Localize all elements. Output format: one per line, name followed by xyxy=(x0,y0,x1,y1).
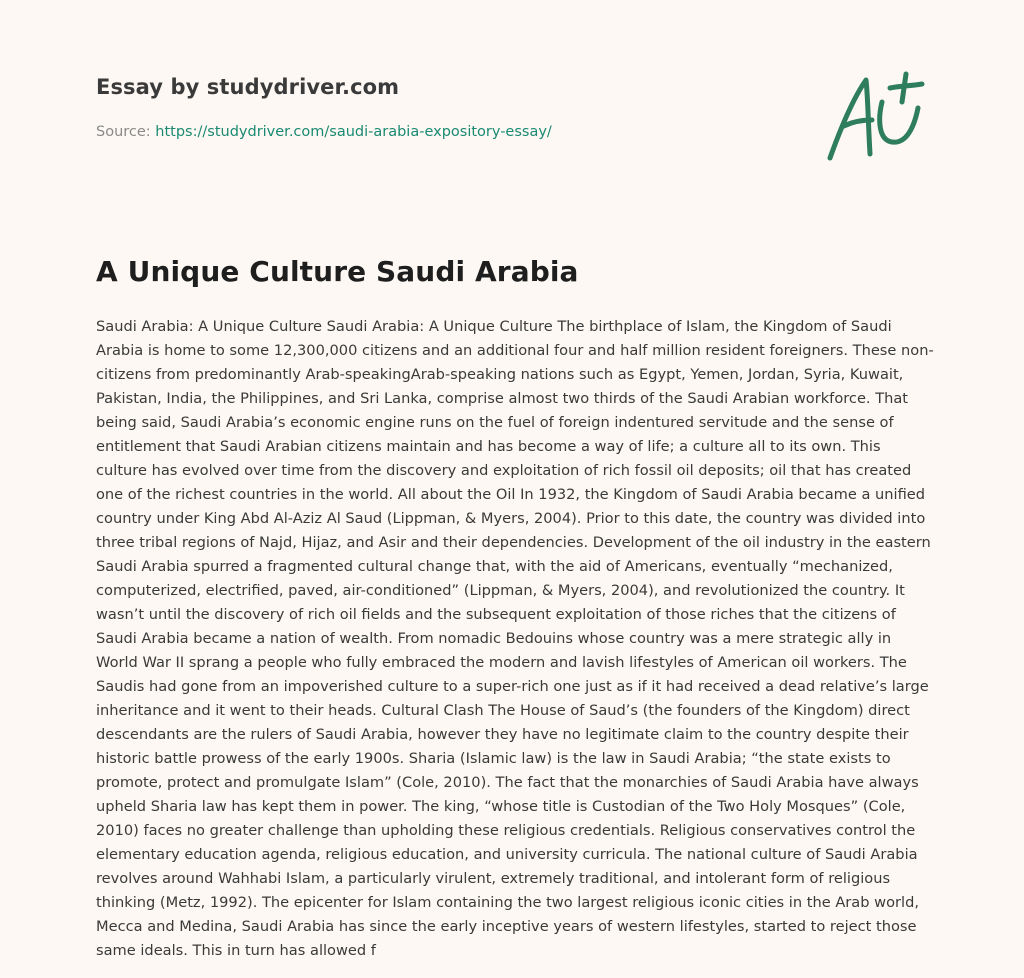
a-plus-grade-icon xyxy=(822,68,926,164)
source-link[interactable]: https://studydriver.com/saudi-arabia-expository-essay/ xyxy=(155,124,552,140)
site-title: Essay by studydriver.com xyxy=(96,75,400,99)
essay-title: A Unique Culture Saudi Arabia xyxy=(96,255,579,288)
source-label: Source: xyxy=(96,124,151,140)
source-line xyxy=(96,124,552,140)
essay-body: Saudi Arabia: A Unique Culture Saudi Arabia: A Unique Culture The birthplace of Islam, the Kingdom of Saudi Arabia is home to some 12,300,000 citizens and an additional four and half million resident foreigners. These non-citizens from predominantly Arab-speakingArab-speaking nations such as Egypt, Yemen, Jordan, Syria, Kuwait, Pakistan, India, the Philippines, and Sri Lanka, comprise almost two thirds of the Saudi Arabian workforce. That being said, Saudi Arabia’s economic engine runs on the fuel of foreign indentured servitude and the sense of entitlement that Saudi Arabian citizens maintain and has become a way of life; a culture all to its own. This culture has evolved over time from the discovery and exploitation of rich fossil oil deposits; oil that has created one of the richest countries in the world. All about the Oil In 1932, the Kingdom of Saudi Arabia became a unified country under King Abd Al-Aziz Al Saud (Lippman, & Myers, 2004). Prior to this date, the country was divided into three tribal regions of Najd, Hijaz, and Asir and their dependencies. Development of the oil industry in the eastern Saudi Arabia spurred a fragmented cultural change that, with the aid of Americans, eventually “mechanized, computerized, electrified, paved, air-conditioned” (Lippman, & Myers, 2004), and revolutionized the country. It wasn’t until the discovery of rich oil fields and the subsequent exploitation of those riches that the citizens of Saudi Arabia became a nation of wealth. From nomadic Bedouins whose country was a mere strategic ally in World War II sprang a people who fully embraced the modern and lavish lifestyles of American oil workers. The Saudis had gone from an impoverished culture to a super-rich one just as if it had received a dead relative’s large inheritance and it went to their heads. Cultural Clash The House of Saud’s (the founders of the Kingdom) direct descendants are the rulers of Saudi Arabia, however they have no legitimate claim to the country despite their historic battle prowess of the early 1900s. Sharia (Islamic law) is the law in Saudi Arabia; “the state exists to promote, protect and promulgate Islam” (Cole, 2010). The fact that the monarchies of Saudi Arabia have always upheld Sharia law has kept them in power. The king, “whose title is Custodian of the Two Holy Mosques” (Cole, 2010) faces no greater challenge than upholding these religious credentials. Religious conservatives control the elementary education agenda, religious education, and university curricula. The national culture of Saudi Arabia revolves around Wahhabi Islam, a particularly virulent, extremely traditional, and intolerant form of religious thinking (Metz, 1992). The epicenter for Islam containing the two largest religious iconic cities in the Arab world, Mecca and Medina, Saudi Arabia has since the early inceptive years of western lifestyles, started to reject those same ideals. This in turn has allowed f xyxy=(96,318,934,959)
